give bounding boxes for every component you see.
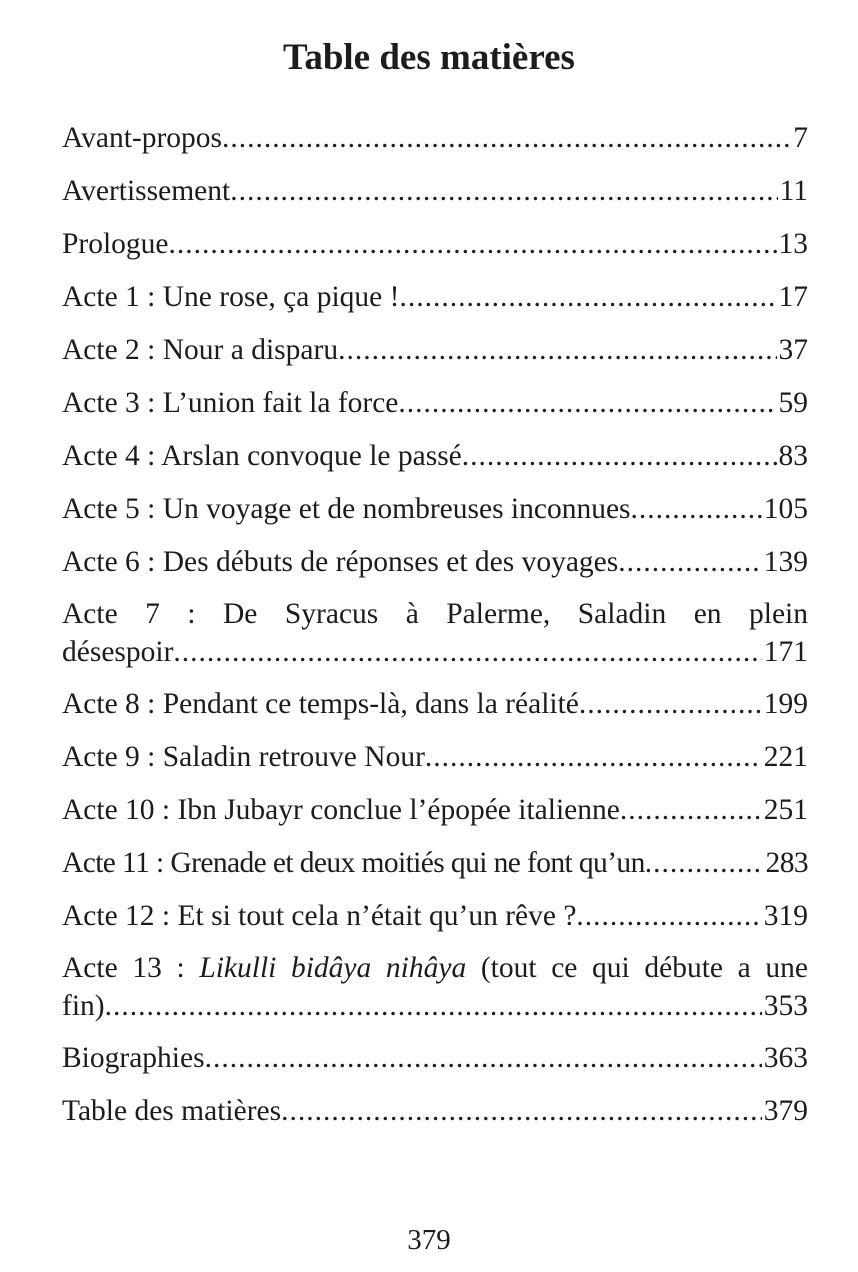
toc-entry-page: 283 [765, 847, 808, 879]
toc-entry[interactable] [62, 1091, 808, 1131]
toc-entry-page: 171 [763, 636, 808, 668]
toc-entry-page: 221 [763, 741, 808, 773]
toc-entry[interactable] [62, 277, 808, 317]
toc-entry[interactable] [62, 843, 808, 883]
table-of-contents [62, 118, 808, 1144]
toc-entry-label-line1: Acte 7 : De Syracus à Palerme, Saladin en plein [62, 598, 808, 630]
toc-entry-label-line2: désespoir [62, 636, 174, 668]
toc-entry[interactable] [62, 489, 808, 529]
toc-entry-label: Acte 6 : Des débuts de réponses et des voyages [62, 546, 619, 578]
leader-dots [579, 684, 762, 724]
leader-dots [425, 737, 762, 777]
toc-entry-label: Acte 10 : Ibn Jubayr conclue l’épopée italienne [62, 794, 620, 826]
toc-entry-label: Acte 5 : Un voyage et de nombreuses inconnues [62, 493, 631, 525]
toc-entry[interactable] [62, 737, 808, 777]
toc-entry[interactable] [62, 542, 808, 582]
toc-entry-page: 17 [778, 281, 808, 313]
toc-entry-label-line1 [62, 949, 808, 987]
toc-entry-label: Avant-propos [62, 122, 223, 154]
leader-dots [618, 542, 761, 582]
toc-entry-label: Biographies [62, 1042, 205, 1074]
leader-dots [576, 896, 761, 936]
leader-dots [399, 277, 776, 317]
toc-entry-page: 139 [763, 546, 808, 578]
leader-dots [105, 987, 762, 1025]
toc-entry[interactable] [62, 171, 808, 211]
toc-entry[interactable] [62, 790, 808, 830]
toc-entry-label: Acte 12 : Et si tout cela n’était qu’un rêve ? [62, 900, 577, 932]
leader-dots [222, 118, 791, 158]
toc-entry-label: Table des matières [62, 1095, 282, 1127]
toc-entry-label: Acte 9 : Saladin retrouve Nour [62, 741, 425, 773]
toc-entry-label: Acte 8 : Pendant ce temps-là, dans la réalité [62, 688, 579, 720]
toc-entry[interactable] [62, 949, 808, 1025]
toc-entry[interactable] [62, 684, 808, 724]
toc-entry-page: 199 [763, 688, 808, 720]
toc-entry[interactable] [62, 1038, 808, 1078]
toc-entry-label: Acte 3 : L’union fait la force [62, 387, 399, 419]
toc-entry-page: 319 [763, 900, 808, 932]
toc-entry[interactable] [62, 330, 808, 370]
leader-dots [230, 171, 777, 211]
toc-entry-page: 251 [763, 794, 808, 826]
toc-entry-page: 83 [778, 440, 808, 472]
toc-entry[interactable] [62, 383, 808, 423]
toc-entry-label-line2: fin) [62, 990, 105, 1022]
label-prefix: Acte 13 : [62, 952, 200, 984]
label-italic: Likulli bidâya nihâya [199, 952, 467, 984]
toc-entry-label: Acte 2 : Nour a disparu [62, 334, 339, 366]
toc-entry[interactable] [62, 224, 808, 264]
toc-entry-label: Prologue [62, 228, 169, 260]
label-suffix: (tout ce qui débute a une [466, 952, 808, 984]
page-number: 379 [407, 1224, 451, 1256]
toc-entry-page: 13 [778, 228, 808, 260]
toc-entry-page: 37 [778, 334, 808, 366]
toc-entry[interactable] [62, 896, 808, 936]
toc-entry-page: 363 [763, 1042, 808, 1074]
toc-entry[interactable] [62, 118, 808, 158]
toc-entry-page: 11 [779, 175, 808, 207]
toc-entry-page: 7 [793, 122, 808, 154]
toc-entry-label: Acte 11 : Grenade et deux moitiés qui ne font qu’un [62, 847, 645, 879]
toc-entry-page: 59 [778, 387, 808, 419]
toc-entry-label: Avertissement [62, 175, 231, 207]
toc-entry[interactable] [62, 595, 808, 671]
leader-dots [173, 633, 761, 671]
leader-dots [398, 383, 776, 423]
toc-entry-page: 353 [763, 990, 808, 1022]
leader-dots [338, 330, 776, 370]
leader-dots [169, 224, 777, 264]
toc-entry[interactable] [62, 436, 808, 476]
toc-entry-page: 379 [763, 1095, 808, 1127]
toc-entry-page: 105 [763, 493, 808, 525]
leader-dots [205, 1038, 762, 1078]
leader-dots [462, 436, 777, 476]
leader-dots [645, 843, 764, 883]
toc-entry-label: Acte 4 : Arslan convoque le passé [62, 440, 462, 472]
page-title: Table des matières [283, 37, 575, 78]
leader-dots [281, 1091, 762, 1131]
leader-dots [620, 790, 762, 830]
toc-entry-label: Acte 1 : Une rose, ça pique ! [62, 281, 400, 313]
leader-dots [631, 489, 762, 529]
